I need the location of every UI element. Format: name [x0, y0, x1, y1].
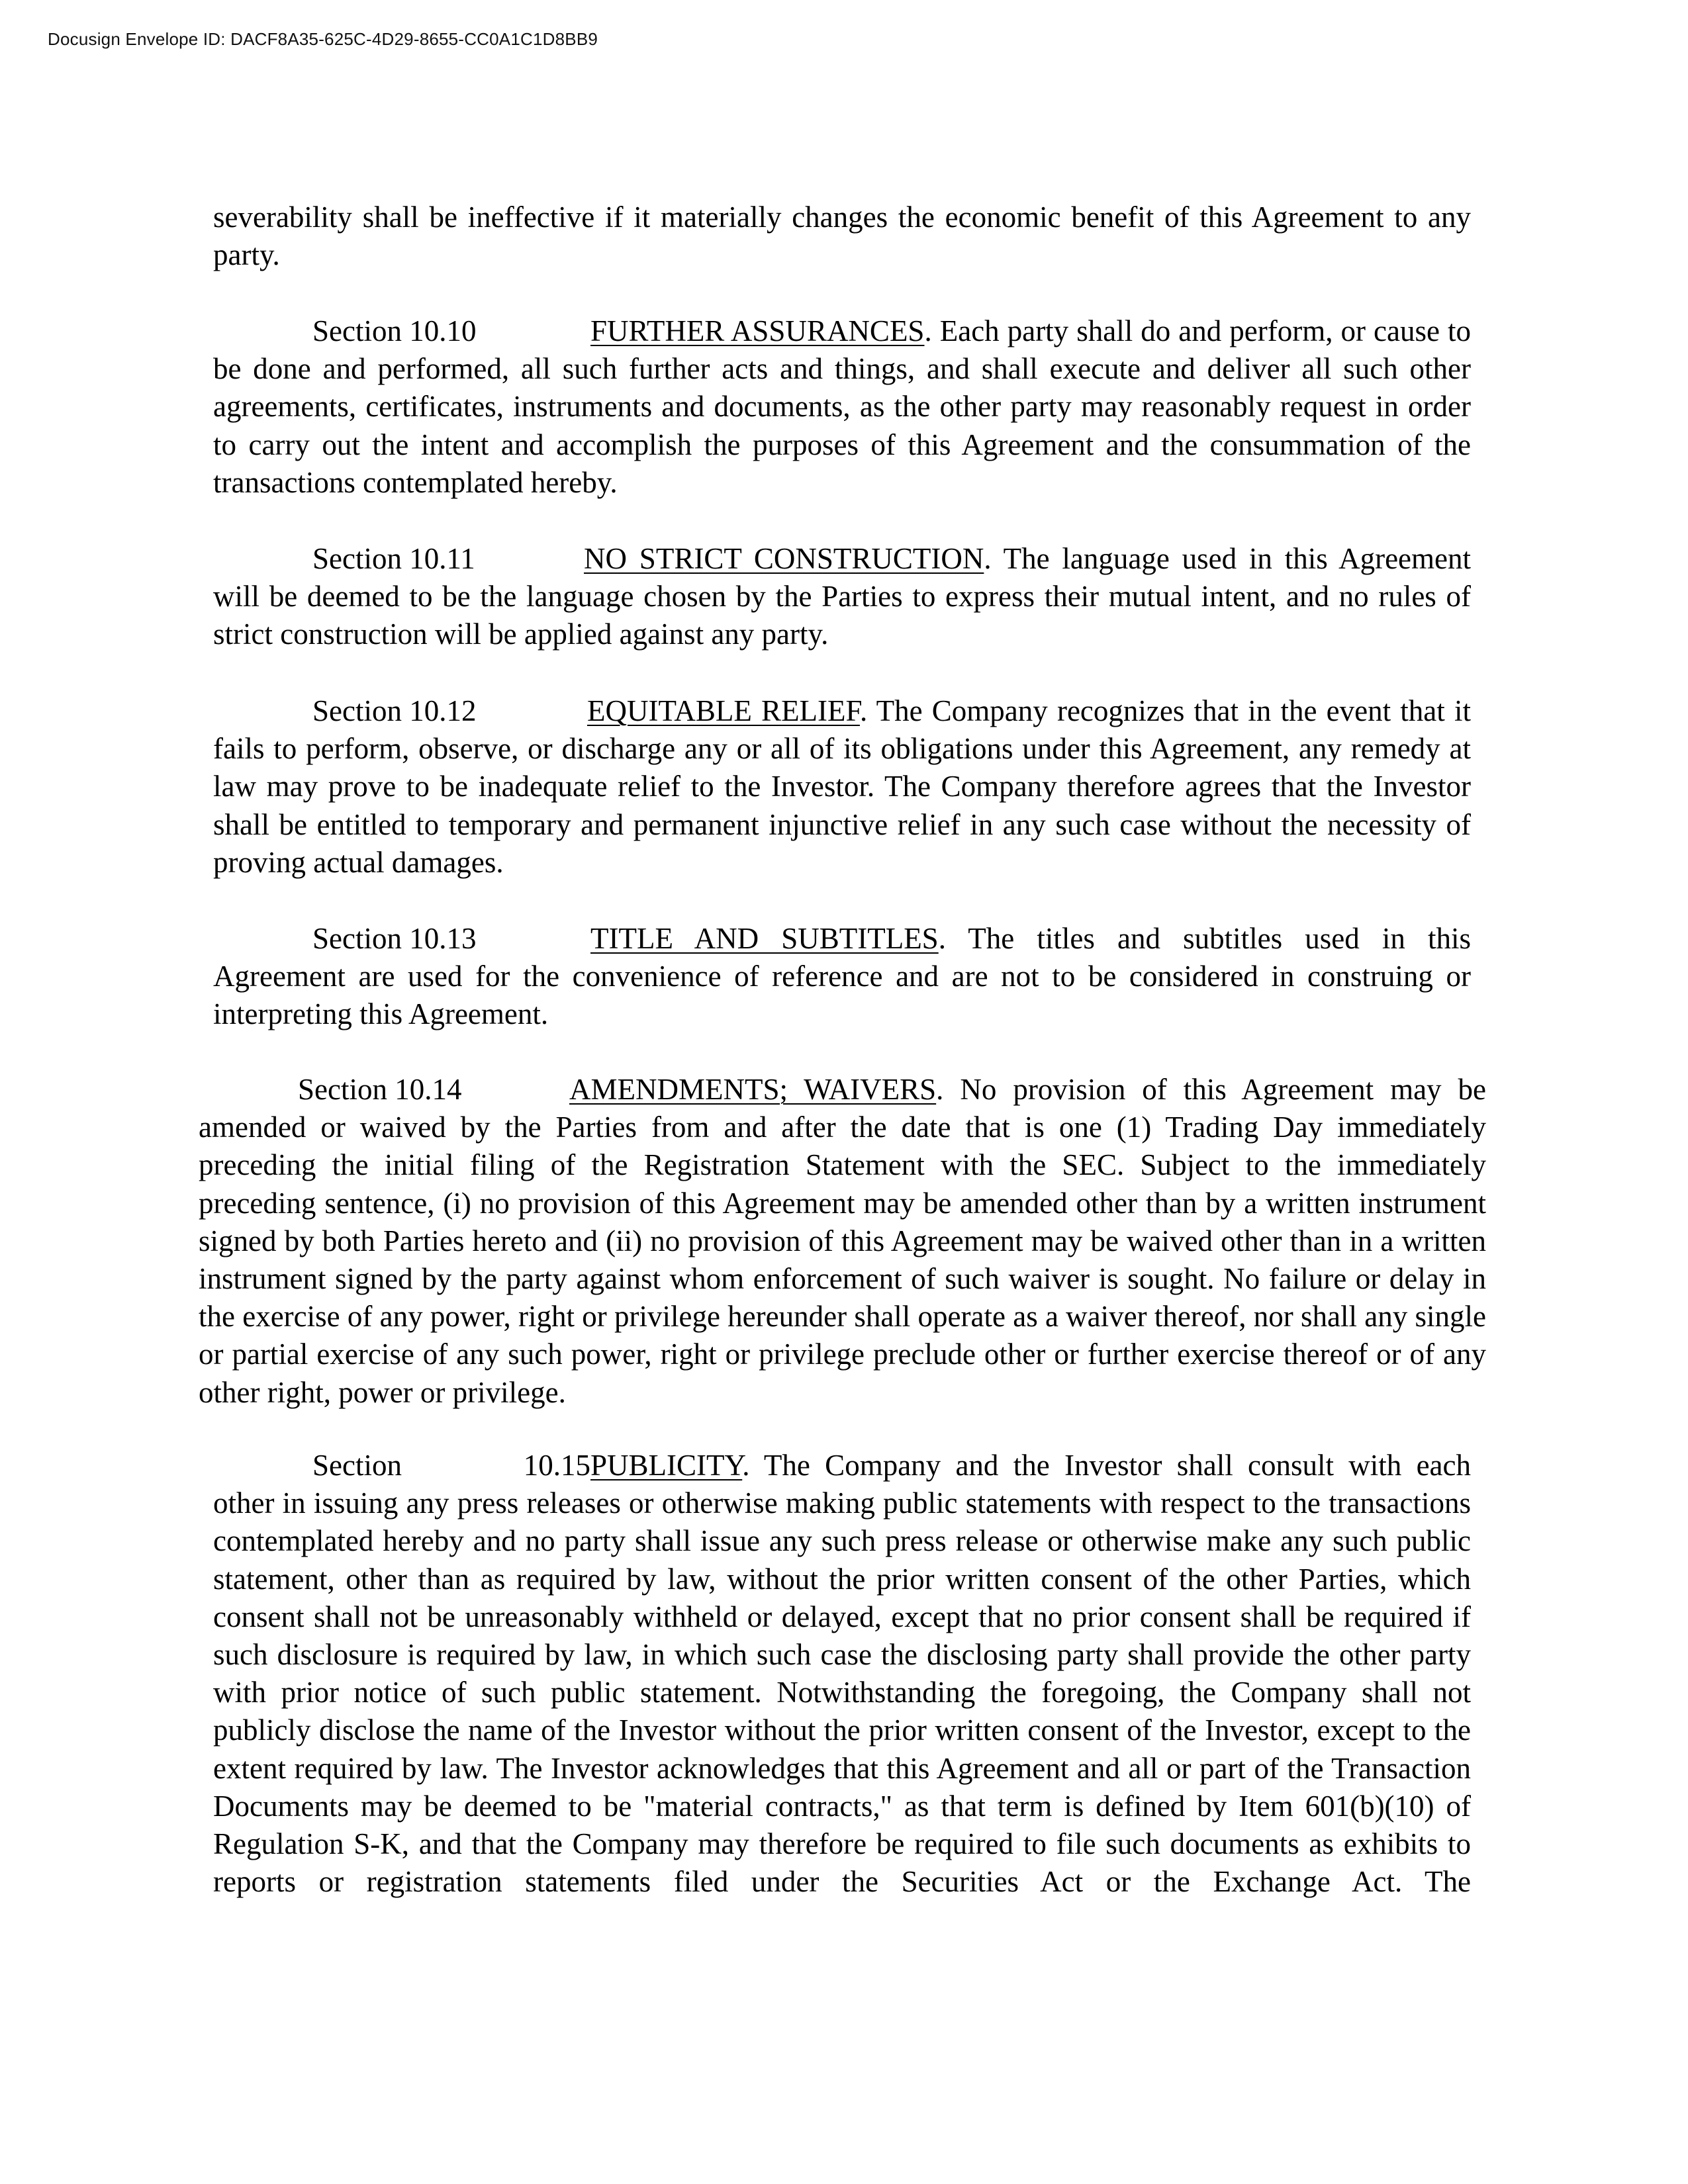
section-10-12: [213, 692, 1471, 882]
section-number: Section 10.14: [298, 1073, 462, 1106]
section-title: FURTHER ASSURANCES: [590, 314, 925, 347]
envelope-id: Docusign Envelope ID: DACF8A35-625C-4D29-8655-CC0A1C1D8BB9: [48, 29, 598, 49]
section-number: Section 10.13: [312, 922, 477, 955]
section-title: TITLE AND SUBTITLES: [590, 922, 939, 955]
section-body: . The Company and the Investor shall consult with each other in issuing any press releases or otherwise making public statements with respect to the transactions contemplated hereby and no party shall issue any such press release or otherwise make any such public statement, other than as required by law, without the prior written consent of the other Parties, which consent shall not be unreasonably withheld or delayed, except that no prior consent shall be required if such disclosure is required by law, in which such case the disclosing party shall provide the other party with prior notice of such public statement. Notwithstanding the foregoing, the Company shall not publicly disclose the name of the Investor without the prior written consent of the Investor, except to the extent required by law. The Investor acknowledges that this Agreement and all or part of the Transaction Documents may be deemed to be "material contracts," as that term is defined by Item 601(b)(10) of Regulation S-K, and that the Company may therefore be required to file such documents as exhibits to reports or registration statements filed under the Securities Act or the Exchange Act. The: [213, 1449, 1471, 1899]
section-title: NO STRICT CONSTRUCTION: [584, 542, 984, 575]
section-10-14: [199, 1071, 1486, 1412]
section-title: AMENDMENTS; WAIVERS: [569, 1073, 937, 1106]
section-number: Section 10.12: [312, 694, 477, 727]
section-body: . No provision of this Agreement may be amended or waived by the Parties from and after the date that is one (1) Trading Day immediately preceding the initial filing of the Registration Statement with the SEC. Subject to the immediately preceding sentence, (i) no provision of this Agreement may be amended other than by a written instrument signed by both Parties hereto and (ii) no provision of this Agreement may be waived other than in a written instrument signed by the party against whom enforcement of such waiver is sought. No failure or delay in the exercise of any power, right or privilege hereunder shall operate as a waiver thereof, nor shall any single or partial exercise of any such power, right or privilege preclude other or further exercise thereof or of any other right, power or privilege.: [199, 1073, 1486, 1409]
section-text: [213, 312, 1471, 502]
section-text: [213, 692, 1471, 882]
section-text: [213, 540, 1471, 654]
section-body: . Each party shall do and perform, or cause to be done and performed, all such further acts and things, and shall execute and deliver all such other agreements, certificates, instruments and documents, as the other party may reasonably request in order to carry out the intent and accomplish the purposes of this Agreement and the consummation of the transactions contemplated hereby.: [213, 314, 1471, 499]
section-body: . The titles and subtitles used in this Agreement are used for the convenience of reference and are not to be considered in construing or interpreting this Agreement.: [213, 922, 1471, 1031]
intro-paragraph: [213, 199, 1471, 274]
section-body: . The Company recognizes that in the event that it fails to perform, observe, or discharge any or all of its obligations under this Agreement, any remedy at law may prove to be inadequate relief to the Investor. The Company therefore agrees that the Investor shall be entitled to temporary and permanent injunctive relief in any such case without the necessity of proving actual damages.: [213, 694, 1471, 879]
section-number: Section 10.15: [312, 1449, 590, 1482]
section-10-13: [213, 920, 1471, 1034]
section-title: PUBLICITY: [590, 1449, 743, 1482]
section-text: [213, 1447, 1471, 1901]
section-10-10: [213, 312, 1471, 502]
intro-text: severability shall be ineffective if it materially changes the economic benefit of this Agreement to any party.: [213, 201, 1471, 272]
section-text: [213, 920, 1471, 1034]
section-10-15: [213, 1447, 1471, 1901]
section-body: . The language used in this Agreement will be deemed to be the language chosen by the Parties to express their mutual intent, and no rules of strict construction will be applied against any party.: [213, 542, 1472, 651]
section-text: [199, 1071, 1486, 1412]
section-title: EQUITABLE RELIEF: [587, 694, 860, 727]
section-number: Section 10.11: [312, 542, 475, 575]
section-number: Section 10.10: [312, 314, 477, 347]
section-10-11: [213, 540, 1471, 654]
